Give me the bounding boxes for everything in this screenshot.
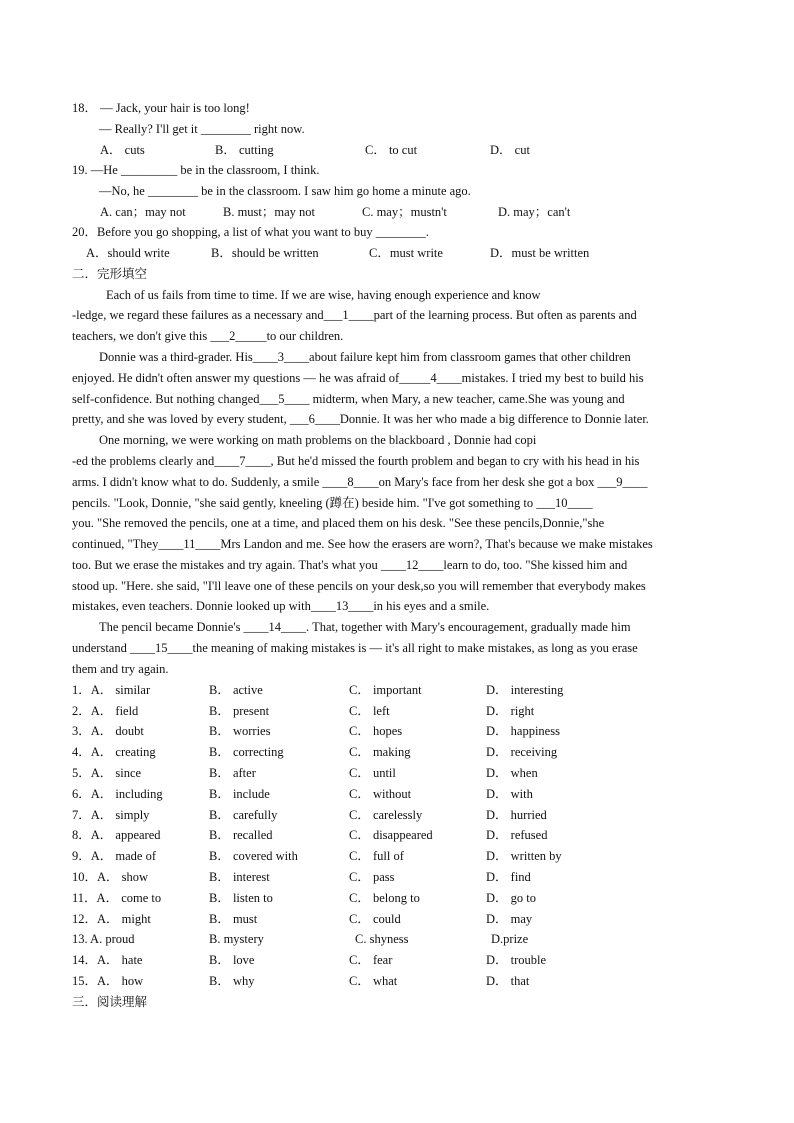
passage-line: them and try again. bbox=[72, 662, 169, 676]
option-d: D． go to bbox=[486, 891, 537, 905]
q18-option-b: B． cutting bbox=[215, 143, 274, 157]
q19-response: —No, he ________ be in the classroom. I saw him go home a minute ago. bbox=[99, 184, 471, 198]
cloze-option-row bbox=[72, 682, 732, 700]
option-b: B． why bbox=[209, 974, 255, 988]
option-a: 10．A． show bbox=[72, 870, 149, 884]
passage-line: stood up. "Here. she said, "I'll leave one of these pencils on your desk,so you will remember that everybody makes bbox=[72, 579, 646, 593]
cloze-option-row bbox=[72, 786, 732, 804]
option-c: C． belong to bbox=[349, 891, 420, 905]
option-c: C． carelessly bbox=[349, 808, 423, 822]
option-a: 15．A． how bbox=[72, 974, 144, 988]
option-b: B． present bbox=[209, 704, 270, 718]
option-a: 13. A. proud bbox=[72, 932, 135, 946]
passage-line: enjoyed. He didn't often answer my questions — he was afraid of_____4____mistakes. I tried my best to build his bbox=[72, 371, 644, 385]
passage-line: self-confidence. But nothing changed___5____ midterm, when Mary, a new teacher, came.She was young and bbox=[72, 392, 625, 406]
option-a: 3．A． doubt bbox=[72, 724, 144, 738]
passage-line: One morning, we were working on math problems on the blackboard , Donnie had copi bbox=[99, 433, 537, 447]
q18-option-d: D． cut bbox=[490, 143, 530, 157]
passage-line: understand ____15____the meaning of making mistakes is — it's all right to make mistakes, as long as you erase bbox=[72, 641, 638, 655]
option-b: B． listen to bbox=[209, 891, 273, 905]
option-d: D． happiness bbox=[486, 724, 560, 738]
option-d: D． may bbox=[486, 912, 533, 926]
option-a: 2．A． field bbox=[72, 704, 139, 718]
option-d: D． right bbox=[486, 704, 535, 718]
option-a: 8．A． appeared bbox=[72, 828, 161, 842]
cloze-option-row bbox=[72, 765, 732, 783]
option-c: C. shyness bbox=[355, 932, 409, 946]
q19-options bbox=[72, 204, 732, 222]
option-d: D． refused bbox=[486, 828, 548, 842]
q18-options bbox=[72, 142, 732, 160]
cloze-option-row bbox=[72, 744, 732, 762]
passage-line: -ed the problems clearly and____7____, But he'd missed the fourth problem and began to cry with his head in his bbox=[72, 454, 640, 468]
option-d: D． interesting bbox=[486, 683, 564, 697]
passage-line: pencils. "Look, Donnie, "she said gently, kneeling (蹲在) beside him. "I've got something to ___10____ bbox=[72, 496, 593, 510]
section-reading-heading: 三．阅读理解 bbox=[72, 994, 148, 1009]
option-d: D． trouble bbox=[486, 953, 547, 967]
option-d: D． with bbox=[486, 787, 533, 801]
option-c: C． pass bbox=[349, 870, 395, 884]
q19-stem: 19. —He _________ be in the classroom, I think. bbox=[72, 163, 320, 177]
option-d: D.prize bbox=[491, 932, 529, 946]
q19-option-b: B. must；may not bbox=[223, 205, 316, 219]
passage-line: pretty, and she was loved by every student, ___6____Donnie. It was her who made a big difference to Donnie later. bbox=[72, 412, 649, 426]
q20-option-b: B．should be written bbox=[211, 246, 319, 260]
q18-option-c: C． to cut bbox=[365, 143, 418, 157]
passage-line: teachers, we don't give this ___2_____to our children. bbox=[72, 329, 344, 343]
option-c: C． until bbox=[349, 766, 396, 780]
option-d: D． receiving bbox=[486, 745, 558, 759]
option-c: C． could bbox=[349, 912, 401, 926]
option-c: C． full of bbox=[349, 849, 404, 863]
section-cloze-heading: 二．完形填空 bbox=[72, 266, 148, 281]
q18-option-a: A． cuts bbox=[100, 143, 145, 157]
passage-line: arms. I didn't know what to do. Suddenly, a smile ____8____on Mary's face from her desk she got a box ___9____ bbox=[72, 475, 648, 489]
option-d: D． when bbox=[486, 766, 538, 780]
option-b: B． covered with bbox=[209, 849, 298, 863]
option-b: B． interest bbox=[209, 870, 270, 884]
option-c: C． disappeared bbox=[349, 828, 433, 842]
option-b: B. mystery bbox=[209, 932, 264, 946]
passage-line: Each of us fails from time to time. If we are wise, having enough experience and know bbox=[106, 288, 541, 302]
option-b: B． correcting bbox=[209, 745, 284, 759]
q20-option-c: C．must write bbox=[369, 246, 443, 260]
cloze-option-row bbox=[72, 827, 732, 845]
option-a: 7．A． simply bbox=[72, 808, 150, 822]
passage-line: -ledge, we regard these failures as a necessary and___1____part of the learning process. But often as parents and bbox=[72, 308, 637, 322]
q19-option-a: A. can；may not bbox=[100, 205, 186, 219]
q20-option-d: D．must be written bbox=[490, 246, 590, 260]
passage-line: too. But we erase the mistakes and try again. That's what you ____12____learn to do, too. "She kissed him and bbox=[72, 558, 628, 572]
option-d: D． that bbox=[486, 974, 530, 988]
option-b: B． worries bbox=[209, 724, 271, 738]
option-c: C． hopes bbox=[349, 724, 403, 738]
option-c: C． what bbox=[349, 974, 398, 988]
option-b: B． love bbox=[209, 953, 255, 967]
cloze-option-row bbox=[72, 931, 732, 949]
option-a: 14．A． hate bbox=[72, 953, 143, 967]
option-d: D． find bbox=[486, 870, 531, 884]
cloze-option-row bbox=[72, 807, 732, 825]
option-a: 12．A． might bbox=[72, 912, 151, 926]
q20-options bbox=[72, 245, 732, 263]
passage-line: you. "She removed the pencils, one at a time, and placed them on his desk. "See these pencils,Donnie,"she bbox=[72, 516, 605, 530]
option-d: D． hurried bbox=[486, 808, 547, 822]
q20-option-a: A．should write bbox=[86, 246, 170, 260]
option-a: 6．A． including bbox=[72, 787, 163, 801]
option-c: C． making bbox=[349, 745, 411, 759]
passage-line: continued, "They____11____Mrs Landon and me. See how the erasers are worn?, That's because we make mistakes bbox=[72, 537, 653, 551]
cloze-option-row bbox=[72, 911, 732, 929]
option-b: B． carefully bbox=[209, 808, 278, 822]
option-d: D． written by bbox=[486, 849, 562, 863]
q18-stem: 18． — Jack, your hair is too long! bbox=[72, 101, 250, 115]
passage-line: mistakes, even teachers. Donnie looked up with____13____in his eyes and a smile. bbox=[72, 599, 490, 613]
option-a: 9．A． made of bbox=[72, 849, 157, 863]
option-b: B． active bbox=[209, 683, 263, 697]
q19-option-c: C. may；mustn't bbox=[362, 205, 447, 219]
q20-stem: 20．Before you go shopping, a list of what you want to buy ________. bbox=[72, 225, 429, 239]
option-b: B． must bbox=[209, 912, 258, 926]
option-a: 5．A． since bbox=[72, 766, 142, 780]
cloze-option-row bbox=[72, 952, 732, 970]
option-c: C． without bbox=[349, 787, 412, 801]
cloze-option-row bbox=[72, 973, 732, 991]
option-c: C． important bbox=[349, 683, 422, 697]
option-a: 11．A． come to bbox=[72, 891, 162, 905]
passage-line: The pencil became Donnie's ____14____. That, together with Mary's encouragement, gradually made him bbox=[99, 620, 631, 634]
cloze-option-row bbox=[72, 723, 732, 741]
cloze-option-row bbox=[72, 703, 732, 721]
cloze-option-row bbox=[72, 890, 732, 908]
option-b: B． recalled bbox=[209, 828, 273, 842]
option-c: C． fear bbox=[349, 953, 393, 967]
q18-response: — Really? I'll get it ________ right now. bbox=[99, 122, 305, 136]
q19-option-d: D. may；can't bbox=[498, 205, 571, 219]
option-c: C． left bbox=[349, 704, 390, 718]
option-a: 4．A． creating bbox=[72, 745, 156, 759]
option-b: B． include bbox=[209, 787, 270, 801]
passage-line: Donnie was a third-grader. His____3____about failure kept him from classroom games that other children bbox=[99, 350, 631, 364]
cloze-option-row bbox=[72, 848, 732, 866]
option-b: B． after bbox=[209, 766, 256, 780]
cloze-option-row bbox=[72, 869, 732, 887]
option-a: 1．A． similar bbox=[72, 683, 151, 697]
